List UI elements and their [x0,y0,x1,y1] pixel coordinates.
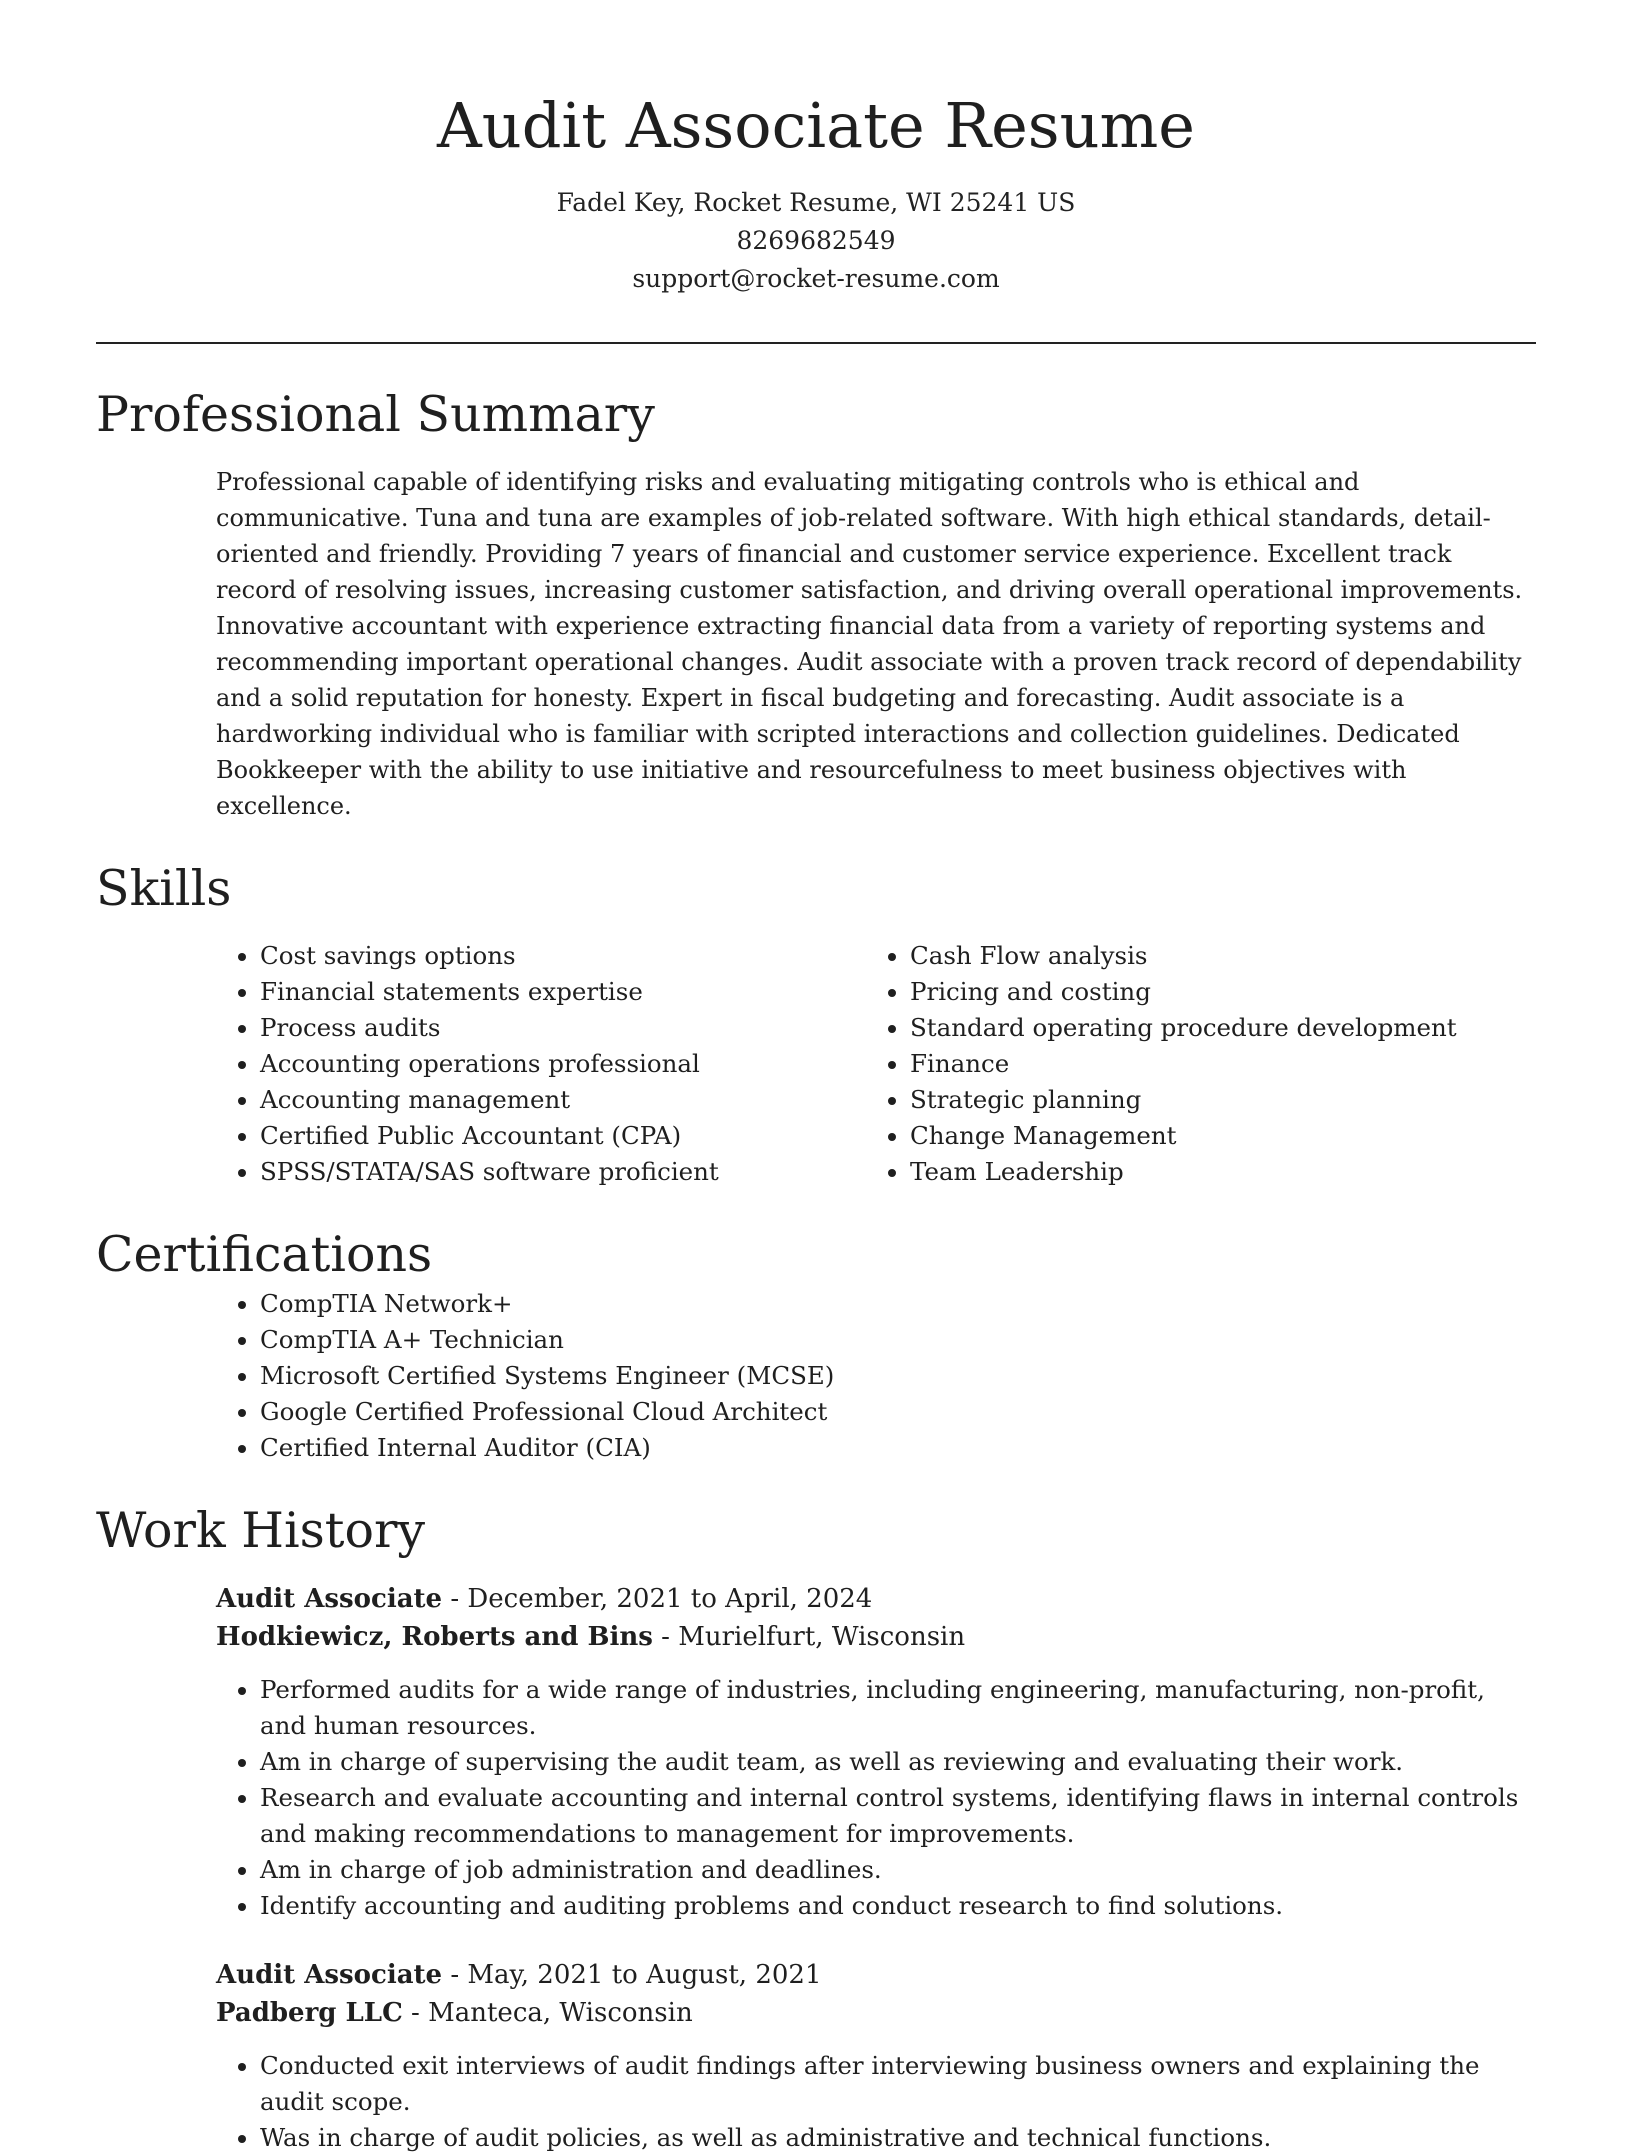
job-duties-list [216,2048,1536,2156]
header-divider [96,342,1536,344]
skill-item: • Certified Public Accountant (CPA) [260,1118,866,1154]
contact-block [96,184,1536,298]
job-company: Padberg LLC [216,1998,403,2028]
contact-email: support@rocket-resume.com [632,264,1000,293]
job-duty-item: • Research and evaluate accounting and internal control systems, identifying flaws in internal controls and making recommendations to management for improvements. [260,1780,1536,1852]
job-duty-item: • Identify accounting and auditing problems and conduct research to find solutions. [260,1888,1536,1924]
skill-item: • Accounting management [260,1082,866,1118]
certifications-list [216,1286,1536,1466]
work-history-section [96,1500,1536,2156]
job-duty-item: • Was in charge of audit policies, as well as administrative and technical functions. [260,2120,1536,2156]
certification-item: • Certified Internal Auditor (CIA) [260,1430,1536,1466]
skills-column-right [866,938,1516,1190]
job-location: - Manteca, Wisconsin [402,1998,693,2028]
certification-item: • Google Certified Professional Cloud Architect [260,1394,1536,1430]
job-duty-item: • Am in charge of job administration and deadlines. [260,1852,1536,1888]
job-duty-item: • Performed audits for a wide range of industries, including engineering, manufacturing, non-profit, and human resources. [260,1672,1536,1744]
job-duty-item: • Conducted exit interviews of audit findings after interviewing business owners and explaining the audit scope. [260,2048,1536,2120]
certification-item: • Microsoft Certified Systems Engineer (MCSE) [260,1358,1536,1394]
skill-item: • Process audits [260,1010,866,1046]
skills-heading: Skills [96,860,232,917]
summary-heading: Professional Summary [96,386,655,443]
job-entry [216,1956,1536,2156]
skill-item: • Team Leadership [910,1154,1516,1190]
certification-item: • CompTIA A+ Technician [260,1322,1536,1358]
skill-item: • Cash Flow analysis [910,938,1516,974]
job-duties-list [216,1672,1536,1924]
job-title-line [216,1956,1536,1994]
job-company-line [216,1618,1536,1656]
contact-address: Fadel Key, Rocket Resume, WI 25241 US [556,188,1076,217]
skill-item: • Strategic planning [910,1082,1516,1118]
skills-column-left [216,938,866,1190]
skill-item: • Pricing and costing [910,974,1516,1010]
skill-item: • Standard operating procedure development [910,1010,1516,1046]
job-company: Hodkiewicz, Roberts and Bins [216,1622,653,1652]
skill-item: • Finance [910,1046,1516,1082]
skill-item: • Financial statements expertise [260,974,866,1010]
skills-section [96,858,1536,1190]
certifications-heading: Certifications [96,1226,433,1283]
summary-section [96,384,1536,824]
skill-item: • SPSS/STATA/SAS software proficient [260,1154,866,1190]
certifications-section [96,1224,1536,1466]
work-history-heading: Work History [96,1502,426,1559]
job-title: Audit Associate [216,1960,443,1990]
skill-item: • Cost savings options [260,938,866,974]
job-company-line [216,1994,1536,2032]
job-duty-item: • Am in charge of supervising the audit team, as well as reviewing and evaluating their work. [260,1744,1536,1780]
job-location: - Murielfurt, Wisconsin [652,1622,966,1652]
job-dates: - December, 2021 to April, 2024 [442,1584,873,1614]
job-entry [216,1580,1536,1924]
skill-item: • Accounting operations professional [260,1046,866,1082]
contact-phone: 8269682549 [736,226,896,255]
skill-item: • Change Management [910,1118,1516,1154]
summary-text: Professional capable of identifying risks and evaluating mitigating controls who is ethical and communicative. Tuna and tuna are examples of job-related software. With high ethical standards, detail-oriented and friendly. Providing 7 years of financial and customer service experience. Excellent track record of resolving issues, increasing customer satisfaction, and driving overall operational improvements. Innovative accountant with experience extracting financial data from a variety of reporting systems and recommending important operational changes. Audit associate with a proven track record of dependability and a solid reputation for honesty. Expert in fiscal budgeting and forecasting. Audit associate is a hardworking individual who is familiar with scripted interactions and collection guidelines. Dedicated Bookkeeper with the ability to use initiative and resourcefulness to meet business objectives with excellence. [216,468,1523,820]
job-dates: - May, 2021 to August, 2021 [442,1960,822,1990]
job-title-line [216,1580,1536,1618]
resume-header [96,0,1536,298]
job-title: Audit Associate [216,1584,443,1614]
certification-item: • CompTIA Network+ [260,1286,1536,1322]
skills-grid [216,938,1536,1190]
resume-title: Audit Associate Resume [436,89,1196,162]
